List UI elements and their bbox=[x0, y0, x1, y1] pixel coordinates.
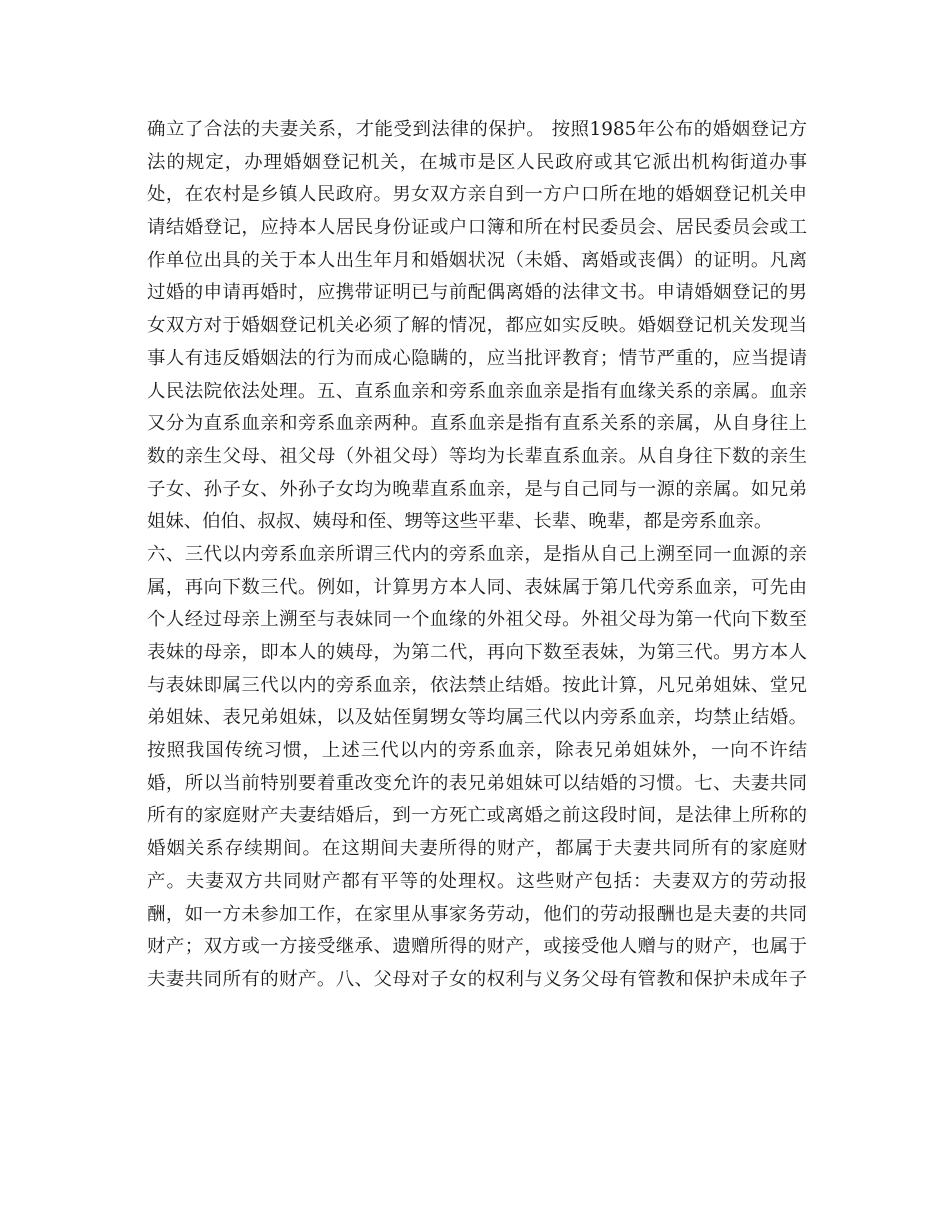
text-line-11: 数的亲生父母、祖父母（外祖父母）等均为长辈直系血亲。从自身往下数的亲生 bbox=[147, 445, 807, 467]
text-line-12: 子女、孙子女、外孙子女均为晚辈直系血亲，是与自己同与一源的亲属。如兄弟 bbox=[147, 478, 807, 500]
text-line-8: 事人有违反婚姻法的行为而成心隐瞒的，应当批评教育；情节严重的，应当提请 bbox=[147, 347, 807, 369]
text-line-20: 按照我国传统习惯，上述三代以内的旁系血亲，除表兄弟姐妹外，一向不许结 bbox=[147, 740, 807, 762]
text-line-5: 作单位出具的关于本人出生年月和婚姻状况（未婚、离婚或丧偶）的证明。凡离 bbox=[147, 249, 807, 271]
text-line-1: 确立了合法的夫妻关系，才能受到法律的保护。 按照1985年公布的婚姻登记方 bbox=[147, 119, 807, 140]
text-line-3: 处，在农村是乡镇人民政府。男女双方亲自到一方户口所在地的婚姻登记机关申 bbox=[147, 184, 807, 206]
text-line-27: 夫妻共同所有的财产。八、父母对子女的权利与义务父母有管教和保护未成年子 bbox=[147, 968, 807, 990]
text-line-14: 六、三代以内旁系血亲所谓三代内的旁系血亲，是指从自己上溯至同一血源的亲 bbox=[147, 543, 807, 565]
text-line-4: 请结婚登记，应持本人居民身份证或户口簿和所在村民委员会、居民委员会或工 bbox=[147, 217, 807, 239]
text-line-13: 姐妹、伯伯、叔叔、姨母和侄、甥等这些平辈、长辈、晚辈，都是旁系血亲。 bbox=[147, 511, 773, 533]
text-line-21: 婚，所以当前特别要着重改变允许的表兄弟姐妹可以结婚的习惯。七、夫妻共同 bbox=[147, 772, 807, 794]
text-line-24: 产。夫妻双方共同财产都有平等的处理权。这些财产包括：夫妻双方的劳动报 bbox=[147, 870, 807, 892]
body-text bbox=[147, 114, 807, 997]
text-line-22: 所有的家庭财产夫妻结婚后，到一方死亡或离婚之前这段时间，是法律上所称的 bbox=[147, 805, 807, 827]
text-line-16: 个人经过母亲上溯至与表妹同一个血缘的外祖父母。外祖父母为第一代向下数至 bbox=[147, 609, 807, 631]
text-line-15: 属，再向下数三代。例如，计算男方本人同、表妹属于第几代旁系血亲，可先由 bbox=[147, 576, 807, 598]
text-line-18: 与表妹即属三代以内的旁系血亲，依法禁止结婚。按此计算，凡兄弟姐妹、堂兄 bbox=[147, 674, 807, 696]
text-line-2: 法的规定，办理婚姻登记机关，在城市是区人民政府或其它派出机构街道办事 bbox=[147, 151, 807, 173]
text-line-7: 女双方对于婚姻登记机关必须了解的情况，都应如实反映。婚姻登记机关发现当 bbox=[147, 315, 807, 337]
text-line-23: 婚姻关系存续期间。在这期间夫妻所得的财产，都属于夫妻共同所有的家庭财 bbox=[147, 838, 807, 860]
text-line-26: 财产；双方或一方接受继承、遗赠所得的财产，或接受他人赠与的财产，也属于 bbox=[147, 936, 807, 958]
text-line-9: 人民法院依法处理。五、直系血亲和旁系血亲血亲是指有血缘关系的亲属。血亲 bbox=[147, 380, 807, 402]
text-line-10: 又分为直系血亲和旁系血亲两种。直系血亲是指有直系关系的亲属，从自身往上 bbox=[147, 413, 807, 435]
text-line-17: 表妹的母亲，即本人的姨母，为第二代，再向下数至表妹，为第三代。男方本人 bbox=[147, 642, 807, 663]
text-line-6: 过婚的申请再婚时，应携带证明已与前配偶离婚的法律文书。申请婚姻登记的男 bbox=[147, 282, 807, 304]
text-line-25: 酬，如一方未参加工作，在家里从事家务劳动，他们的劳动报酬也是夫妻的共同 bbox=[147, 903, 807, 925]
text-line-19: 弟姐妹、表兄弟姐妹，以及姑侄舅甥女等均属三代以内旁系血亲，均禁止结婚。 bbox=[147, 707, 807, 729]
